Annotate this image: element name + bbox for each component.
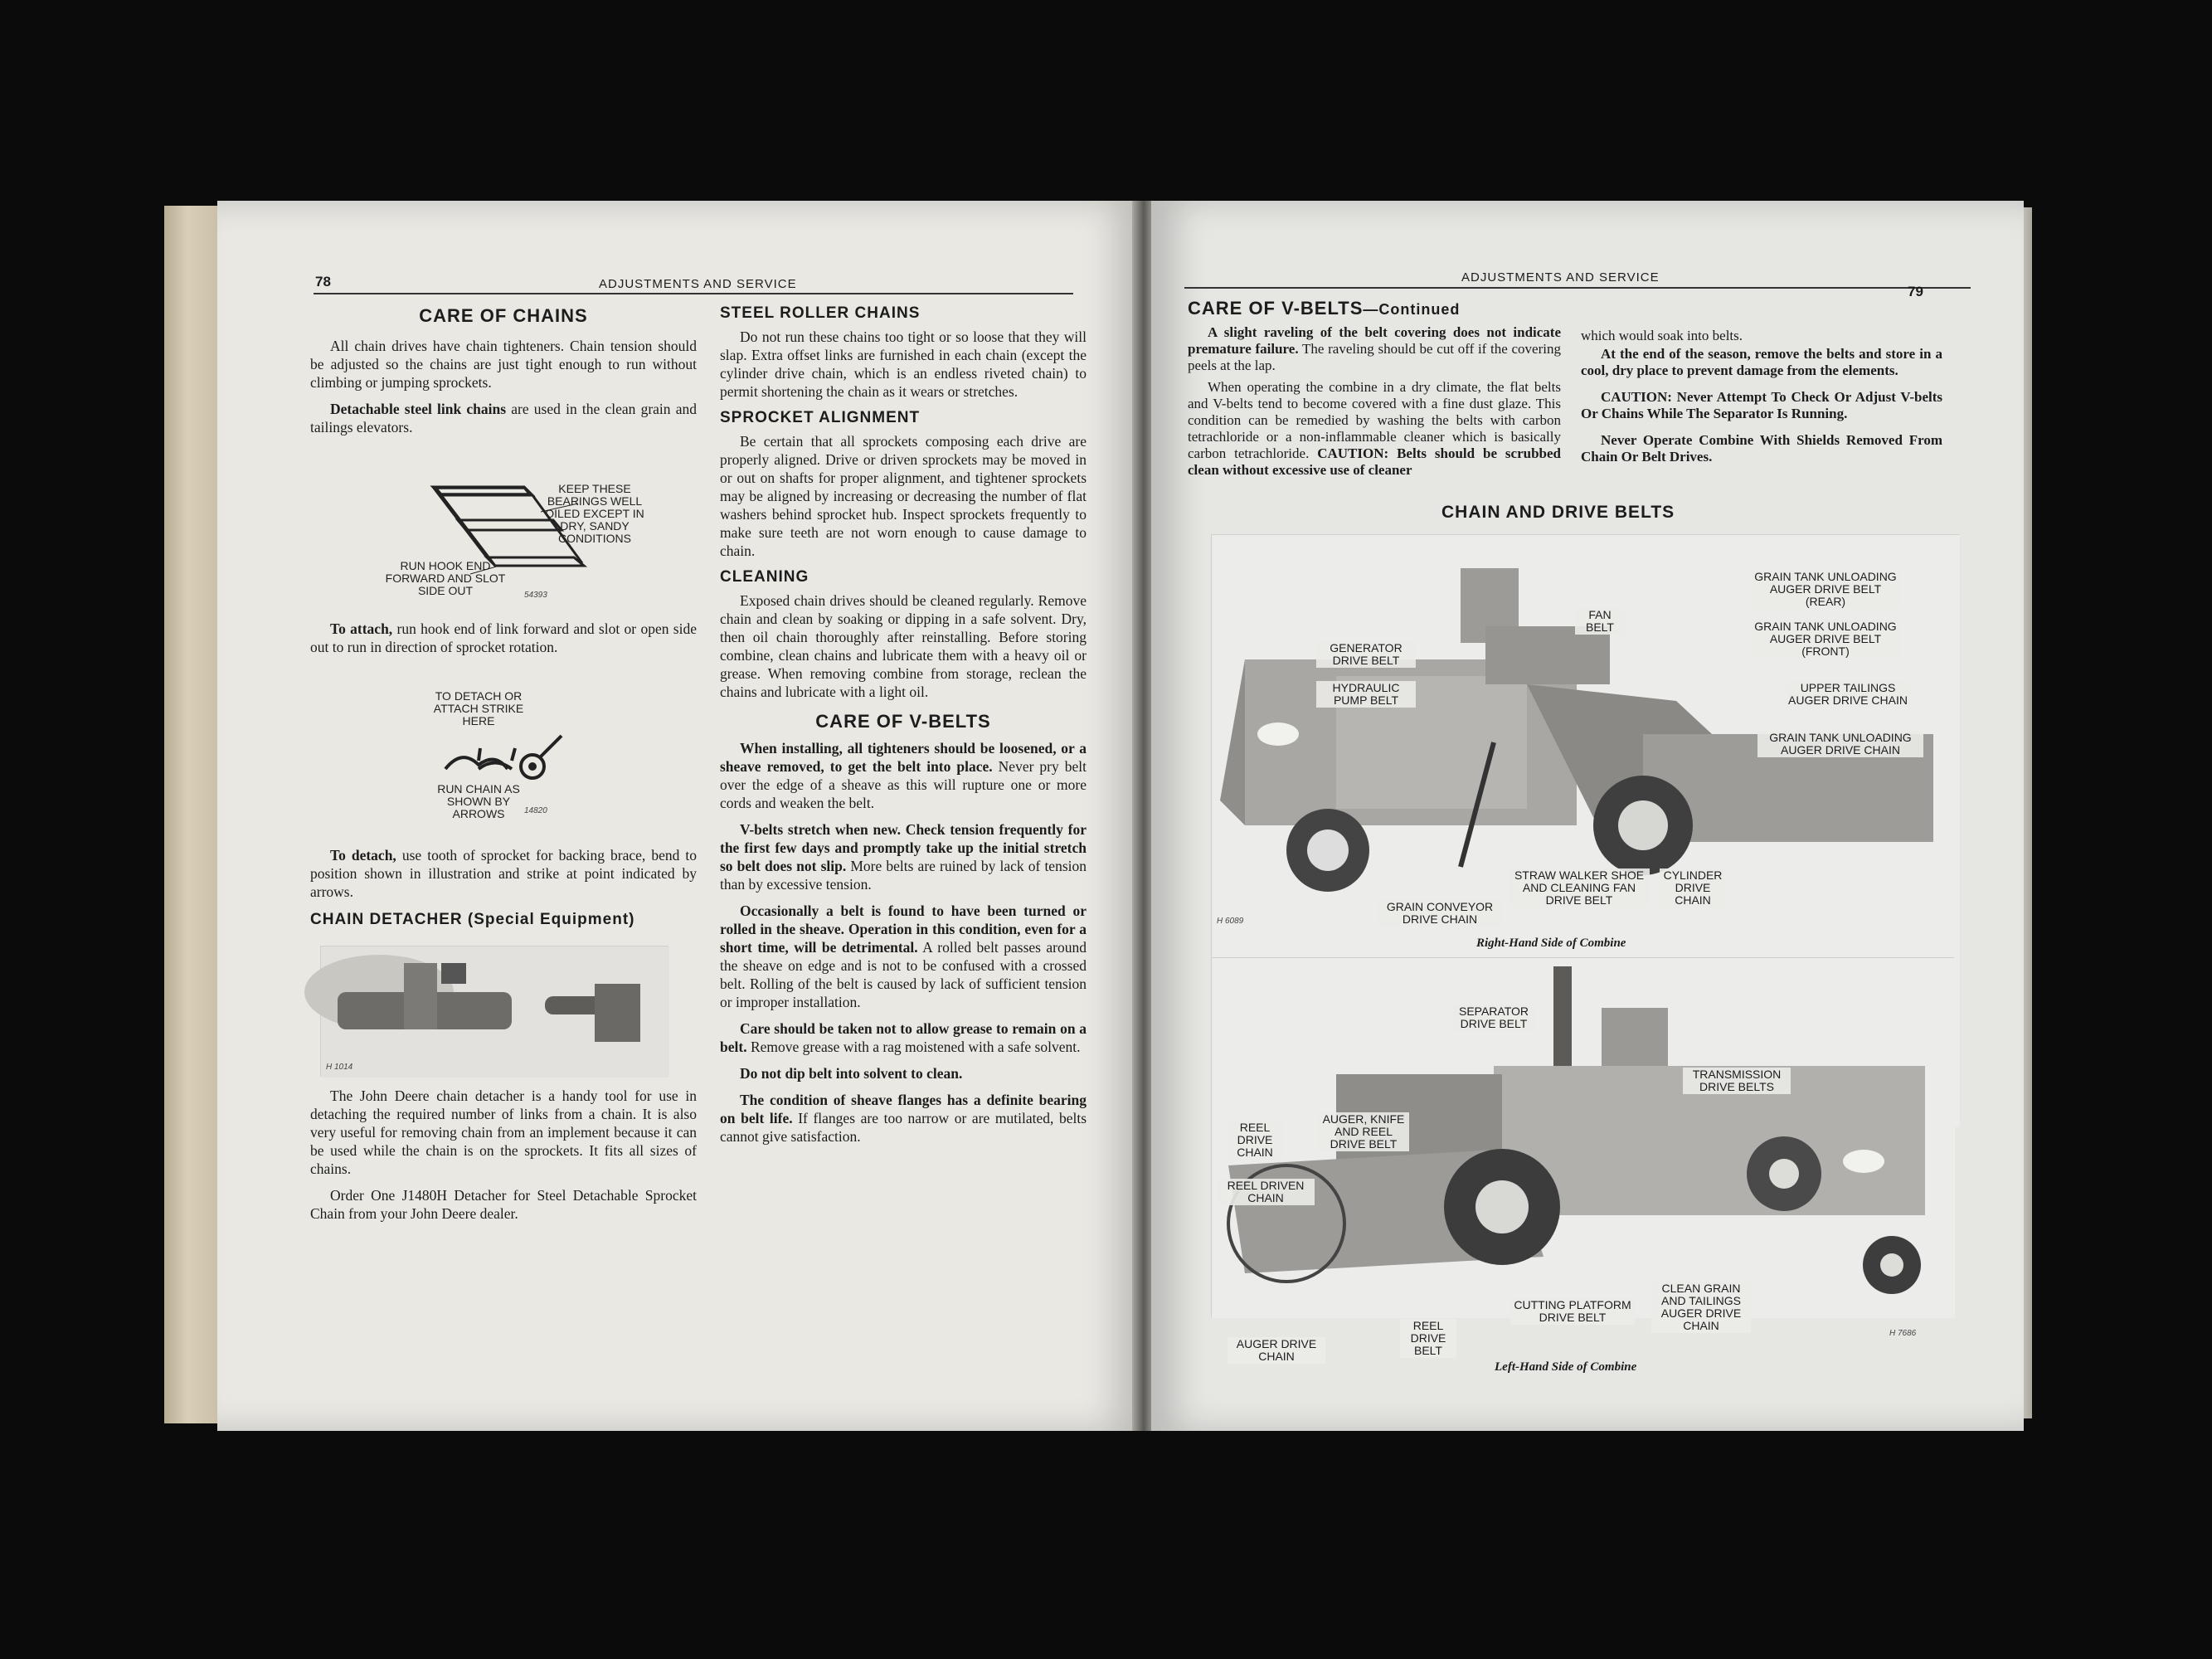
grain-conveyor-label: GRAIN CONVEYOR DRIVE CHAIN [1378, 900, 1502, 927]
vbelts-paragraph-4: Care should be taken not to allow grease to remain on a belt. Remove grease with a rag moistened with a safe solvent. [720, 1020, 1087, 1055]
photo-code-h7686: H 7686 [1889, 1329, 1917, 1338]
separator-drive-belt-label: SEPARATOR DRIVE BELT [1452, 1005, 1535, 1031]
straw-walker-label: STRAW WALKER SHOE AND CLEANING FAN DRIVE BELT [1509, 868, 1650, 907]
chain-detacher-paragraph-1: The John Deere chain detacher is a handy tool for use in detaching the required number of links from a chain. It is also very useful for removing chain from an implement because it can be used while the chain is on the sprockets. It fits all sizes of chains. [310, 1087, 697, 1177]
steel-roller-paragraph: Do not run these chains too tight or so loose that they will slap. Extra offset links are furnished in each chain (except the cylinder drive chain, which is an endless riveted chain) to permit shortening the chain as it wears or stretches. [720, 328, 1087, 400]
cutting-platform-label: CUTTING PLATFORM DRIVE BELT [1510, 1298, 1635, 1325]
reel-drive-chain-label: REEL DRIVE CHAIN [1227, 1121, 1283, 1160]
reel-driven-chain-label: REEL DRIVEN CHAIN [1217, 1179, 1315, 1205]
vbelts-paragraph-5: Do not dip belt into solvent to clean. [740, 1065, 963, 1082]
right-column-2 [1581, 328, 1942, 474]
grain-tank-rear-label: GRAIN TANK UNLOADING AUGER DRIVE BELT (REAR) [1751, 570, 1900, 609]
chain-detacher-text [310, 1087, 697, 1231]
caution-separator-running: CAUTION: Never Attempt To Check Or Adjust V-belts Or Chains While The Separator Is Running. [1581, 389, 1942, 421]
vbelts-cont-paragraph-3: which would soak into belts. [1581, 328, 1743, 343]
sprocket-alignment-paragraph: Be certain that all sprockets composing each drive are properly aligned. Drive or driven sprockets may be moved in or out on shafts for proper alignment, and tightener sprockets may be aligned by increasing or decreasing the number of flat washers behind sprocket hub. Inspect sprockets frequently to make sure teeth are not worn enough to cause damage to chain. [720, 433, 1087, 559]
page-header-left: ADJUSTMENTS AND SERVICE [599, 277, 797, 291]
vbelts-paragraph-1: When installing, all tighteners should be loosened, or a sheave removed, to get the belt into place. Never pry belt over the edge of a sheave as this will rupture one or more cords and weaken the belt. [720, 740, 1087, 811]
right-column-1 [1188, 300, 1561, 479]
detach-strike-label: TO DETACH OR ATTACH STRIKE HERE [433, 689, 524, 727]
vbelts-cont-paragraph-2: When operating the combine in a dry climate, the flat belts and V-belts tend to become covered with a fine dust glaze. This condition can be remedied by washing the belts with carbon tetrachloride or a non-inflammable cleaner which is basically carbon tetrachloride. CAUTION: Belts should be scrubbed clean without excessive use of cleaner [1188, 379, 1561, 478]
left-page-edge [164, 206, 222, 1423]
to-detach-block [310, 846, 697, 934]
left-column-2 [720, 304, 1087, 1154]
fan-belt-label: FAN BELT [1575, 608, 1625, 635]
page-number-right: 79 [1908, 284, 1923, 299]
left-page [217, 201, 1140, 1431]
vbelts-cont-paragraph-1: A slight raveling of the belt covering does not indicate premature failure. The raveling should be cut off if the covering peels at the lap. [1188, 324, 1561, 373]
cylinder-drive-chain-label: CYLINDER DRIVE CHAIN [1660, 868, 1726, 907]
page-header-right: ADJUSTMENTS AND SERVICE [1461, 270, 1660, 285]
photo-code-h6089: H 6089 [1217, 917, 1244, 926]
photo-code-h1014: H 1014 [326, 1063, 353, 1072]
grain-tank-front-label: GRAIN TANK UNLOADING AUGER DRIVE BELT (FRONT) [1751, 620, 1900, 659]
to-attach-paragraph: To attach, run hook end of link forward and slot or open side out to run in direction of sprocket rotation. [310, 620, 697, 655]
figure-code-14820: 14820 [524, 806, 547, 815]
auger-drive-chain-label: AUGER DRIVE CHAIN [1228, 1337, 1325, 1364]
page-number-left: 78 [315, 274, 331, 289]
auger-knife-reel-belt-label: AUGER, KNIFE AND REEL DRIVE BELT [1318, 1112, 1409, 1151]
left-hand-combine-photo [1211, 957, 1954, 1332]
transmission-drive-belts-label: TRANSMISSION DRIVE BELTS [1683, 1068, 1791, 1094]
care-of-vbelts-continued-title: CARE OF V-BELTS—Continued [1188, 298, 1461, 319]
chain-detacher-photo [320, 946, 668, 1077]
header-rule-left [314, 293, 1073, 294]
reel-drive-belt-label: REEL DRIVE BELT [1400, 1319, 1456, 1358]
right-hand-caption: Right-Hand Side of Combine [1476, 937, 1626, 950]
link-chain-figure [385, 470, 665, 603]
vbelts-paragraph-6: The condition of sheave flanges has a definite bearing on belt life. If flanges are too narrow or are mutilated, belts cannot give satisfaction. [720, 1092, 1087, 1145]
clean-grain-tailings-label: CLEAN GRAIN AND TAILINGS AUGER DRIVE CHAIN [1651, 1282, 1751, 1333]
chain-detacher-paragraph-2: Order One J1480H Detacher for Steel Detachable Sprocket Chain from your John Deere dealer. [310, 1187, 697, 1222]
chains-paragraph-1: All chain drives have chain tighteners. Chain tension should be adjusted so the chains are just tight enough to run without climbing or jumping sprockets. [310, 338, 697, 391]
care-of-vbelts-title: CARE OF V-BELTS [815, 711, 991, 732]
sprocket-alignment-title: SPROCKET ALIGNMENT [720, 409, 921, 426]
left-column-1 [310, 307, 697, 445]
care-of-chains-title: CARE OF CHAINS [419, 305, 588, 326]
chains-paragraph-2: Detachable steel link chains are used in the clean grain and tailings elevators. [310, 401, 697, 435]
detach-chain-figure [429, 690, 636, 831]
figure-code-54393: 54393 [524, 591, 547, 600]
header-rule-right [1184, 287, 1971, 289]
vbelts-paragraph-2: V-belts stretch when new. Check tension frequently for the first few days and promptly take up the initial stretch so belt does not slip. More belts are ruined by lack of tension than by excessive tension. [720, 821, 1087, 893]
upper-tailings-label: UPPER TAILINGS AUGER DRIVE CHAIN [1786, 681, 1910, 708]
vbelts-cont-paragraph-4: At the end of the season, remove the belts and store in a cool, dry place to prevent damage from the elements. [1581, 346, 1942, 378]
right-page [1151, 201, 2024, 1431]
cleaning-title: CLEANING [720, 568, 809, 586]
generator-belt-label: GENERATOR DRIVE BELT [1316, 641, 1416, 668]
chain-detacher-title: CHAIN DETACHER (Special Equipment) [310, 911, 635, 928]
chain-drive-belts-title: CHAIN AND DRIVE BELTS [1441, 503, 1675, 522]
grain-tank-chain-label: GRAIN TANK UNLOADING AUGER DRIVE CHAIN [1757, 731, 1923, 757]
to-attach-block [310, 620, 697, 664]
to-detach-paragraph: To detach, use tooth of sprocket for backing brace, bend to position shown in illustration and strike at point indicated by arrows. [310, 847, 697, 900]
hydraulic-pump-belt-label: HYDRAULIC PUMP BELT [1316, 681, 1416, 708]
caution-shields-removed: Never Operate Combine With Shields Removed From Chain Or Belt Drives. [1581, 432, 1942, 465]
steel-roller-chains-title: STEEL ROLLER CHAINS [720, 304, 921, 322]
left-hand-caption: Left-Hand Side of Combine [1495, 1360, 1637, 1374]
run-hook-end-label: RUN HOOK END FORWARD AND SLOT SIDE OUT [385, 559, 506, 597]
run-chain-arrows-label: RUN CHAIN AS SHOWN BY ARROWS [437, 782, 520, 820]
cleaning-paragraph: Exposed chain drives should be cleaned regularly. Remove chain and clean by soaking or dipping in a safe solvent. Dry, then oil chain thoroughly after reinstalling. Before storing combine, clean chains and lubricate them with a heavy oil or grease. When removing combine from storage, reclean the chains and lubricate with a light oil. [720, 592, 1087, 700]
keep-bearings-oiled-label: KEEP THESE BEARINGS WELL OILED EXCEPT IN DRY, SANDY CONDITIONS [545, 482, 644, 545]
vbelts-paragraph-3: Occasionally a belt is found to have been turned or rolled in the sheave. Operation in this condition, even for a short time, will be detrimental. A rolled belt passes around the sheave on edge and is not to be confused with a crossed belt. Rolling of the belt is caused by lack of sufficient tension or improper installation. [720, 902, 1087, 1010]
